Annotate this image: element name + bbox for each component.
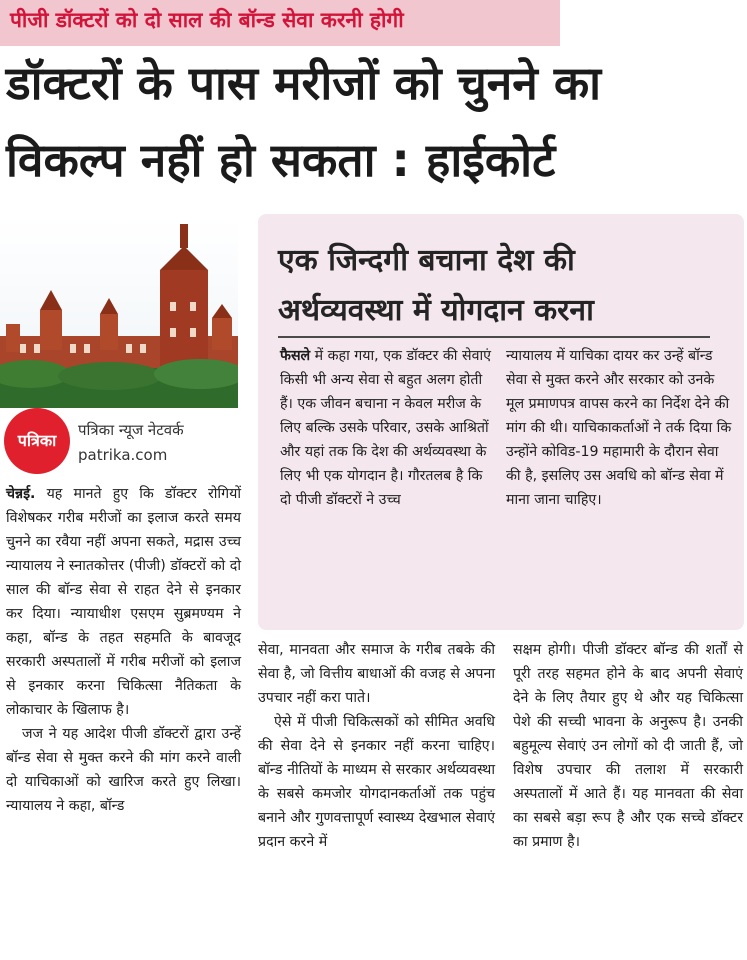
article-paragraph (6, 482, 241, 722)
dateline: चेन्नई. (6, 486, 36, 502)
website-label: patrika.com (78, 446, 168, 464)
box-title-line-1: एक जिन्दगी बचाना देश की (278, 243, 575, 278)
patrika-logo (4, 408, 70, 474)
box-column-1-text: में कहा गया, एक डॉक्टर की सेवाएं किसी भी अन्य सेवा से बहुत अलग होती हैं। एक जीवन बचाना न केवल मरीज के लिए बल्कि उसके परिवार, उसके आश्रितों और यहां तक कि देश की अर्थव्यवस्था के लिए भी एक योगदान है। गौरतलब है कि दो पीजी डॉक्टरों ने उच्च (280, 348, 491, 508)
paragraph-text: यह मानते हुए कि डॉक्टर रोगियों विशेषकर गरीब मरीजों का इलाज करते समय चुनने का रवैया नहीं अपना सकते, मद्रास उच्च न्यायालय ने स्नातकोत्तर (पीजी) डॉक्टरों को दो साल की बॉन्ड सेवा से राहत देने से इनकार कर दिया। न्यायाधीश एसएम सुब्रमण्यम ने कहा, बॉन्ड के तहत सहमति के बावजूद सरकारी अस्पतालों में गरीब मरीजों को इलाज से इनकार करना चिकित्सा नैतिकता के लोकाचार के खिलाफ है। (6, 486, 241, 718)
news-network-label: पत्रिका न्यूज नेटवर्क (78, 421, 184, 439)
article-paragraph: ऐसे में पीजी चिकित्सकों को सीमित अवधि की सेवा देने से इनकार नहीं करना चाहिए। बॉन्ड नीतियों के माध्यम से सरकार अर्थव्यवस्था के सबसे कमजोर योगदानकर्ताओं तक पहुंच बनाने और गुणवत्तापूर्ण स्वास्थ्य देखभाल सेवाएं प्रदान करने में (258, 714, 495, 850)
box-title-line-2: अर्थव्यवस्था में योगदान करना (278, 293, 594, 328)
article-paragraph: सेवा, मानवता और समाज के गरीब तबके की सेवा है, जो वित्तीय बाधाओं की वजह से अपना उपचार नहीं करा पाते। (258, 642, 495, 706)
patrika-logo-text: पत्रिका (17, 431, 57, 450)
article-paragraph: जज ने यह आदेश पीजी डॉक्टरों द्वारा उन्हें बॉन्ड सेवा से मुक्त करने की मांग करने वाली दो याचिकाओं को खारिज करते हुए लिखा। न्यायालय ने कहा, बॉन्ड (6, 726, 241, 814)
box-column-1 (280, 344, 494, 512)
high-court-photo (0, 218, 238, 408)
article-column-3 (513, 638, 743, 854)
kicker-text: पीजी डॉक्टरों को दो साल की बॉन्ड सेवा करनी होगी (10, 8, 404, 32)
article-column-1 (6, 482, 241, 818)
headline-line-1: डॉक्टरों के पास मरीजों को चुनने का (6, 56, 602, 110)
article-column-2 (258, 638, 495, 854)
headline-line-2: विकल्प नहीं हो सकता : हाईकोर्ट (6, 133, 556, 187)
box-lead-word: फैसले (280, 348, 311, 364)
article-paragraph: सक्षम होगी। पीजी डॉक्टर बॉन्ड की शर्तों से पूरी तरह सहमत होने के बाद अपनी सेवाएं देने के लिए तैयार हुए थे और यह चिकित्सा पेशे की सच्ची भावना के अनुरूप है। उनकी बहुमूल्य सेवाएं उन लोगों को दी जाती हैं, जो विशेष उपचार की तलाश में सरकारी अस्पतालों में आते हैं। यह मानवता की सेवा का सबसे बड़ा रूप है और एक सच्चे डॉक्टर का प्रमाण है। (513, 642, 743, 850)
kicker-banner (0, 0, 560, 46)
box-column-2: न्यायालय में याचिका दायर कर उन्हें बॉन्ड सेवा से मुक्त करने और सरकार को उनके मूल प्रमाणपत्र वापस करने का निर्देश देने की मांग की थी। याचिकाकर्ताओं ने तर्क दिया कि उन्होंने कोविड-19 महामारी के दौरान सेवा की है, इसलिए उस अवधि को बॉन्ड सेवा में माना जाना चाहिए। (506, 348, 732, 508)
box-divider (278, 336, 710, 338)
